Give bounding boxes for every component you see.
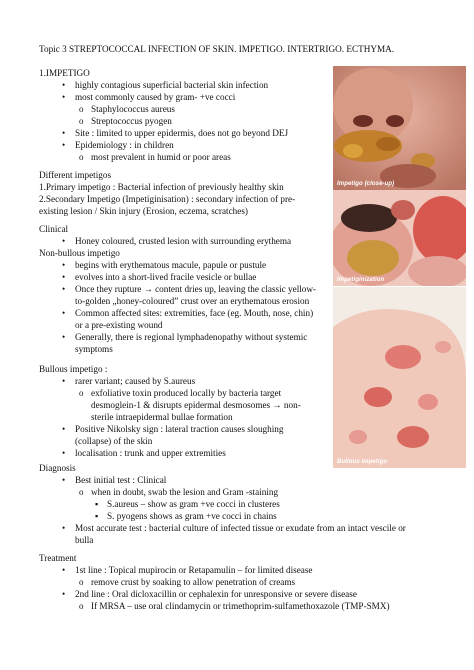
bullous-impetigo-illustration <box>333 287 466 468</box>
list-item: S. pyogens shows as gram +ve cocci in chains <box>107 511 277 521</box>
bullet: • <box>62 260 66 270</box>
list-item: 1st line : Topical mupirocin or Retapamulin – for limited disease <box>75 565 313 575</box>
list-item-continuation: bulla <box>75 535 94 545</box>
bullet: • <box>62 92 66 102</box>
paragraph-line: 1.Primary impetigo : Bacterial infection of previously healthy skin <box>39 182 284 192</box>
list-item: Best initial test : Clinical <box>75 475 167 485</box>
list-item: remove crust by soaking to allow penetration of creams <box>91 577 296 587</box>
bullet: o <box>79 577 84 587</box>
list-item: Once they rupture → content dries up, leaving the classic yellow- <box>75 284 317 294</box>
bullet: • <box>62 589 66 599</box>
impetiginization-illustration <box>333 190 466 286</box>
list-item: highly contagious superficial bacterial skin infection <box>75 80 269 90</box>
bullet: o <box>79 116 84 126</box>
bullet: • <box>62 523 66 533</box>
bullet: • <box>62 308 66 318</box>
list-item: most prevalent in humid or poor areas <box>91 152 231 162</box>
bullet: • <box>62 565 66 575</box>
bullet: ▪ <box>95 511 99 521</box>
list-item: Streptococcus pyogen <box>91 116 172 126</box>
bullet: • <box>62 376 66 386</box>
impetiginization-photo <box>333 190 466 286</box>
bullet: o <box>79 487 84 497</box>
list-item-continuation: or a pre-existing wound <box>75 320 163 330</box>
list-item: Honey coloured, crusted lesion with surrounding erythema <box>75 236 292 246</box>
section-heading-impetigo: 1.IMPETIGO <box>39 68 90 78</box>
bullet: • <box>62 448 66 458</box>
bullet: • <box>62 236 66 246</box>
bullet: • <box>62 272 66 282</box>
paragraph-line: existing lesion / Skin injury (Erosion, eczema, scratches) <box>39 206 248 216</box>
list-item: Positive Nikolsky sign : lateral traction causes sloughing <box>75 424 284 434</box>
bullet: o <box>79 388 84 398</box>
bullet: • <box>62 424 66 434</box>
list-item: Staphylococcus aureus <box>91 104 175 114</box>
list-item: 2nd line : Oral dicloxacillin or cephalexin for unresponsive or severe disease <box>75 589 357 599</box>
list-item: If MRSA – use oral clindamycin or trimethoprim-sulfamethoxazole (TMP-SMX) <box>91 601 390 611</box>
section-heading-bullous: Bullous impetigo : <box>39 364 108 374</box>
impetigo-closeup-illustration <box>333 66 466 190</box>
section-heading-diagnosis: Diagnosis <box>39 463 76 473</box>
section-heading-treatment: Treatment <box>39 553 77 563</box>
photo-caption: Impetigo (close-up) <box>337 181 395 187</box>
list-item: Most accurate test : bacterial culture of infected tissue or exudate from an intact vescile or <box>75 523 406 533</box>
list-item: when in doubt, swab the lesion and Gram -staining <box>91 487 279 497</box>
impetigo-closeup-photo <box>333 66 466 190</box>
photo-caption: Impetiginization <box>337 277 385 283</box>
bullous-impetigo-photo <box>333 287 466 468</box>
bullet: • <box>62 284 66 294</box>
bullet: • <box>62 475 66 485</box>
bullet: o <box>79 152 84 162</box>
list-item: Epidemiology : in children <box>75 140 174 150</box>
list-item: Site : limited to upper epidermis, does not go beyond DEJ <box>75 128 289 138</box>
paragraph-line: 2.Secondary Impetigo (Impetiginisation) : secondary infection of pre- <box>39 194 296 204</box>
section-heading-different: Different impetigos <box>39 170 112 180</box>
list-item-continuation: desmoglein-1 & disrupts epidermal desmosomes → non- <box>91 400 301 410</box>
bullet: o <box>79 601 84 611</box>
list-item: S.aureus – show as gram +ve cocci in clusteres <box>107 499 280 509</box>
list-item: localisation : trunk and upper extremities <box>75 448 226 458</box>
bullet: • <box>62 80 66 90</box>
bullet: o <box>79 104 84 114</box>
list-item: begins with erythematous macule, papule or pustule <box>75 260 267 270</box>
list-item-continuation: sterile intraepidermal bullae formation <box>91 412 233 422</box>
list-item: evolves into a short-lived fracile vesicle or bullae <box>75 272 257 282</box>
list-item: Generally, there is regional lymphadenopathy without systemic <box>75 332 308 342</box>
list-item: rarer variant; caused by S.aureus <box>75 376 196 386</box>
bullet: • <box>62 332 66 342</box>
document-title: Topic 3 STREPTOCOCCAL INFECTION OF SKIN. IMPETIGO. INTERTRIGO. ECTHYMA. <box>39 44 395 54</box>
list-item-continuation: (collapse) of the skin <box>75 436 153 446</box>
bullet: ▪ <box>95 499 99 509</box>
bullet: • <box>62 128 66 138</box>
list-item-continuation: to-golden „honey-coloured” crust over an erythematous erosion <box>75 296 310 306</box>
list-item: most commonly caused by gram- +ve cocci <box>75 92 236 102</box>
list-item: Common affected sites: extremities, face (eg. Mouth, nose, chin) <box>75 308 314 318</box>
list-item-continuation: symptoms <box>75 344 113 354</box>
bullet: • <box>62 140 66 150</box>
subheading-non-bullous: Non-bullous impetigo <box>39 248 120 258</box>
photo-caption: Bullous impetigo <box>337 459 388 465</box>
list-item: exfoliative toxin produced locally by bacteria target <box>91 388 282 398</box>
section-heading-clinical: Clinical <box>39 224 69 234</box>
